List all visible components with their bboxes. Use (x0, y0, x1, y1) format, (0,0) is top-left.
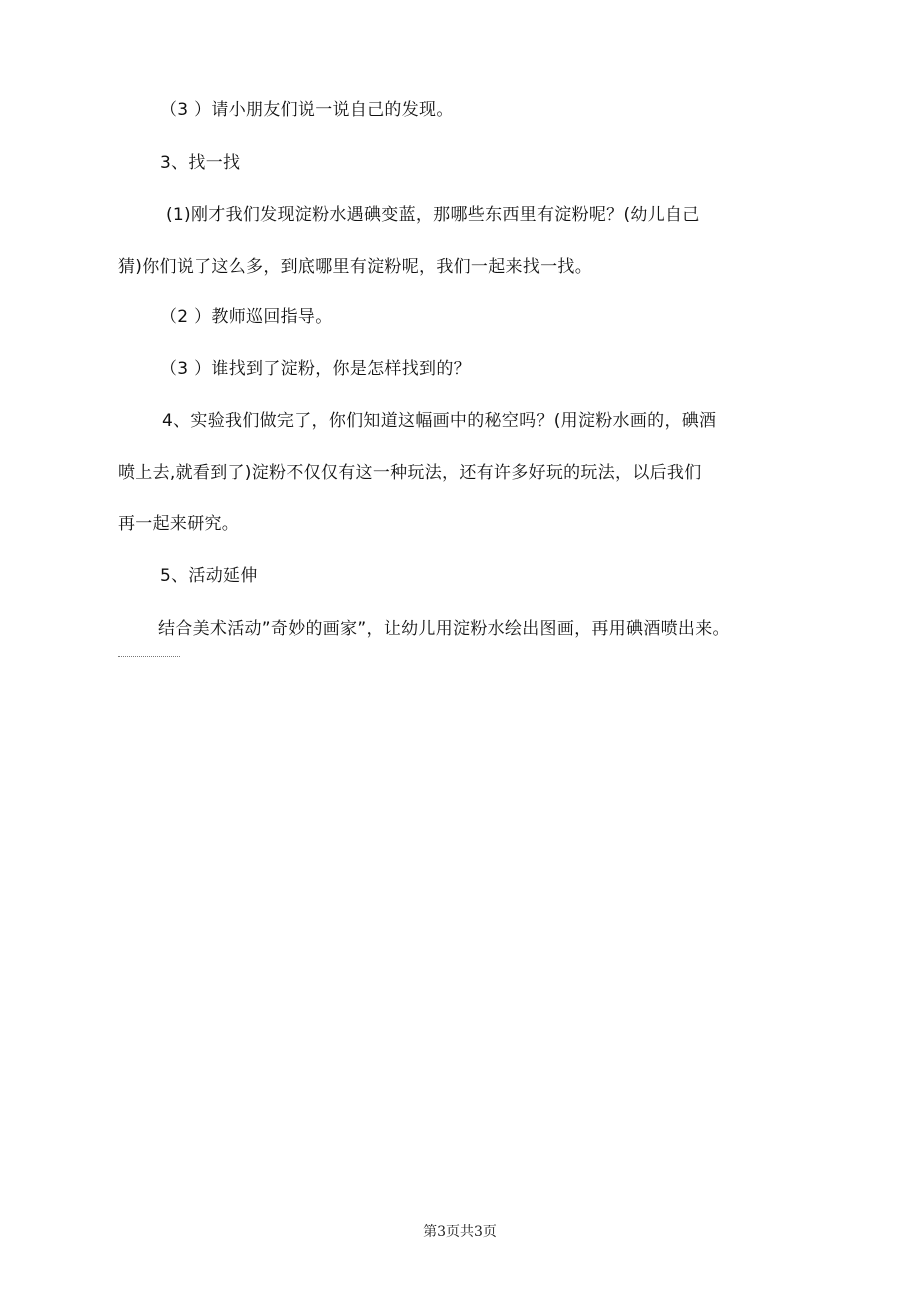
paragraph-step-4-line-3: 再一起来研究。 (118, 514, 240, 534)
paragraph-extension: 结合美术活动”奇妙的画家”，让幼儿用淀粉水绘出图画，再用碘酒喷出来。 (158, 619, 730, 639)
paragraph-find-sub-2: （2 ）教师巡回指导。 (160, 307, 333, 327)
paragraph-step-4-line-2: 喷上去,就看到了)淀粉不仅仅有这一种玩法，还有许多好玩的玩法，以后我们 (118, 463, 702, 483)
section-heading-find: 3、找一找 (160, 153, 241, 173)
paragraph-step-3-sub-3: （3 ）请小朋友们说一说自己的发现。 (160, 100, 454, 120)
paragraph-find-sub-3: （3 ）谁找到了淀粉，你是怎样找到的？ (160, 359, 471, 379)
page-footer: 第3页共3页 (423, 1224, 497, 1240)
section-heading-extension: 5、活动延伸 (160, 566, 258, 586)
paragraph-step-4-line-1: 4、实验我们做完了，你们知道这幅画中的秘空吗？(用淀粉水画的，碘酒 (162, 411, 717, 431)
paragraph-find-sub-1-line-1: (1)刚才我们发现淀粉水遇碘变蓝，那哪些东西里有淀粉呢？(幼儿自己 (166, 205, 700, 225)
paragraph-find-sub-1-line-2: 猜)你们说了这么多，到底哪里有淀粉呢，我们一起来找一找。 (118, 257, 593, 277)
footnote-divider (118, 656, 180, 657)
